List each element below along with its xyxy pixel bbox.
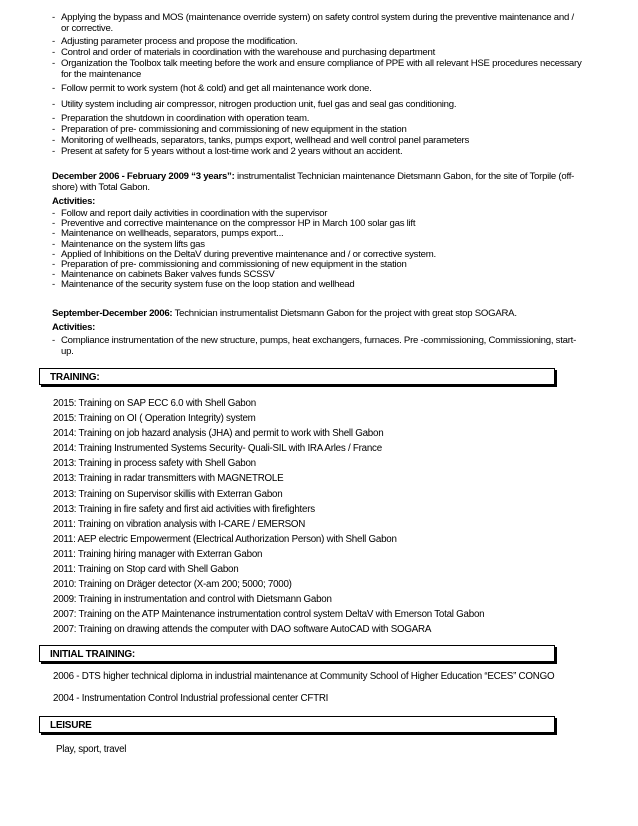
list-item: 2009: Training in instrumentation and control with Dietsmann Gabon: [53, 594, 332, 606]
list-item: 2014: Training Instrumented Systems Security- Quali-SIL with IRA Arles / France: [53, 443, 382, 455]
list-item: - Preparation of pre- commissioning and commissioning of new equipment in the station: [52, 260, 582, 270]
list-item: - Maintenance on cabinets Baker valves funds SCSSV: [52, 270, 582, 280]
activities-list: [52, 335, 582, 357]
job-period-dates: December 2006 - February 2009 “3 years”:: [52, 171, 235, 182]
initial-training-item: 2004 - Instrumentation Control Industrial professional center CFTRI: [53, 693, 329, 704]
list-item: 2011: Training hiring manager with Exterran Gabon: [53, 548, 263, 560]
list-item: - Compliance instrumentation of the new structure, pumps, heat exchangers, furnaces. Pre -commissioning, Commissioning, start-up.: [52, 335, 582, 357]
list-item: 2013: Training in process safety with Shell Gabon: [53, 458, 256, 470]
responsibilities-section: [52, 12, 582, 157]
initial-training-heading: INITIAL TRAINING:: [39, 645, 555, 662]
job-period: [52, 171, 582, 193]
activities-list: [52, 209, 582, 291]
list-item: 2007: Training on drawing attends the computer with DAO software AutoCAD with SOGARA: [53, 624, 432, 636]
training-heading: TRAINING:: [39, 368, 555, 385]
job-period-dates: September-December 2006:: [52, 308, 173, 319]
list-item: - Preparation of pre- commissioning and commissioning of new equipment in the station: [52, 124, 582, 135]
list-item: - Utility system including air compressor, nitrogen production unit, fuel gas and seal gas conditioning.: [52, 99, 582, 110]
job-description: instrumentalist Technician maintenance Dietsmann Gabon, for the site of Torpile (off-shore) with Total Gabon.: [52, 171, 575, 193]
responsibilities-list: [52, 12, 582, 157]
activities-label: Activities:: [52, 196, 96, 207]
job-description: Technician instrumentalist Dietsmann Gabon for the project with great stop SOGARA.: [172, 308, 517, 319]
list-item: - Monitoring of wellheads, separators, tanks, pumps export, wellhead and well control panel parameters: [52, 135, 582, 146]
list-item: - Maintenance of the security system fuse on the loop station and wellhead: [52, 280, 582, 290]
list-item: 2013: Training in fire safety and first aid activities with firefighters: [53, 503, 315, 515]
list-item: 2013: Training in radar transmitters with MAGNETROLE: [53, 473, 284, 485]
list-item: - Organization the Toolbox talk meeting before the work and ensure compliance of PPE with all relevant HSE procedures necessary for the maintenance: [52, 58, 582, 80]
job-entry-torpile: [52, 171, 582, 291]
list-item: - Maintenance on the system lifts gas: [52, 240, 582, 250]
list-item: - Control and order of materials in coordination with the warehouse and purchasing department: [52, 47, 582, 58]
list-item: 2013: Training on Supervisor skillis with Exterran Gabon: [53, 488, 283, 500]
list-item: - Preventive and corrective maintenance on the compressor HP in March 100 solar gas lift: [52, 219, 582, 229]
list-item: - Applying the bypass and MOS (maintenance override system) on safety control system during the preventive maintenance and / or corrective.: [52, 12, 582, 34]
list-item: - Maintenance on wellheads, separators, pumps export...: [52, 229, 582, 239]
list-item: - Follow and report daily activities in coordination with the supervisor: [52, 209, 582, 219]
job-period: [52, 308, 582, 319]
list-item: 2011: AEP electric Empowerment (Electrical Authorization Person) with Shell Gabon: [53, 533, 397, 545]
list-item: 2011: Training on Stop card with Shell Gabon: [53, 564, 239, 576]
initial-training-item: 2006 - DTS higher technical diploma in industrial maintenance at Community School of Higher Education “ECES” CONGO: [53, 671, 555, 682]
list-item: 2014: Training on job hazard analysis (JHA) and permit to work with Shell Gabon: [53, 428, 384, 440]
list-item: - Follow permit to work system (hot & cold) and get all maintenance work done.: [52, 83, 582, 94]
list-item: - Applied of Inhibitions on the DeltaV during preventive maintenance and / or corrective system.: [52, 250, 582, 260]
job-entry-sogara: [52, 308, 582, 357]
list-item: - Adjusting parameter process and propose the modification.: [52, 36, 582, 47]
list-item: 2015: Training on SAP ECC 6.0 with Shell Gabon: [53, 398, 256, 409]
list-item: 2007: Training on the ATP Maintenance instrumentation control system DeltaV with Emerson Total Gabon: [53, 609, 485, 621]
list-item: - Preparation the shutdown in coordination with operation team.: [52, 113, 582, 124]
leisure-heading: LEISURE: [39, 716, 555, 733]
list-item: 2015: Training on OI ( Operation Integrity) system: [53, 413, 256, 425]
list-item: 2011: Training on vibration analysis with I-CARE / EMERSON: [53, 518, 306, 530]
activities-label: Activities:: [52, 322, 96, 333]
leisure-text: Play, sport, travel: [56, 744, 127, 755]
list-item: - Present at safety for 5 years without a lost-time work and 2 years without an accident.: [52, 146, 582, 157]
list-item: 2010: Training on Dräger detector (X-am 200; 5000; 7000): [53, 579, 292, 591]
training-list: [53, 396, 573, 638]
